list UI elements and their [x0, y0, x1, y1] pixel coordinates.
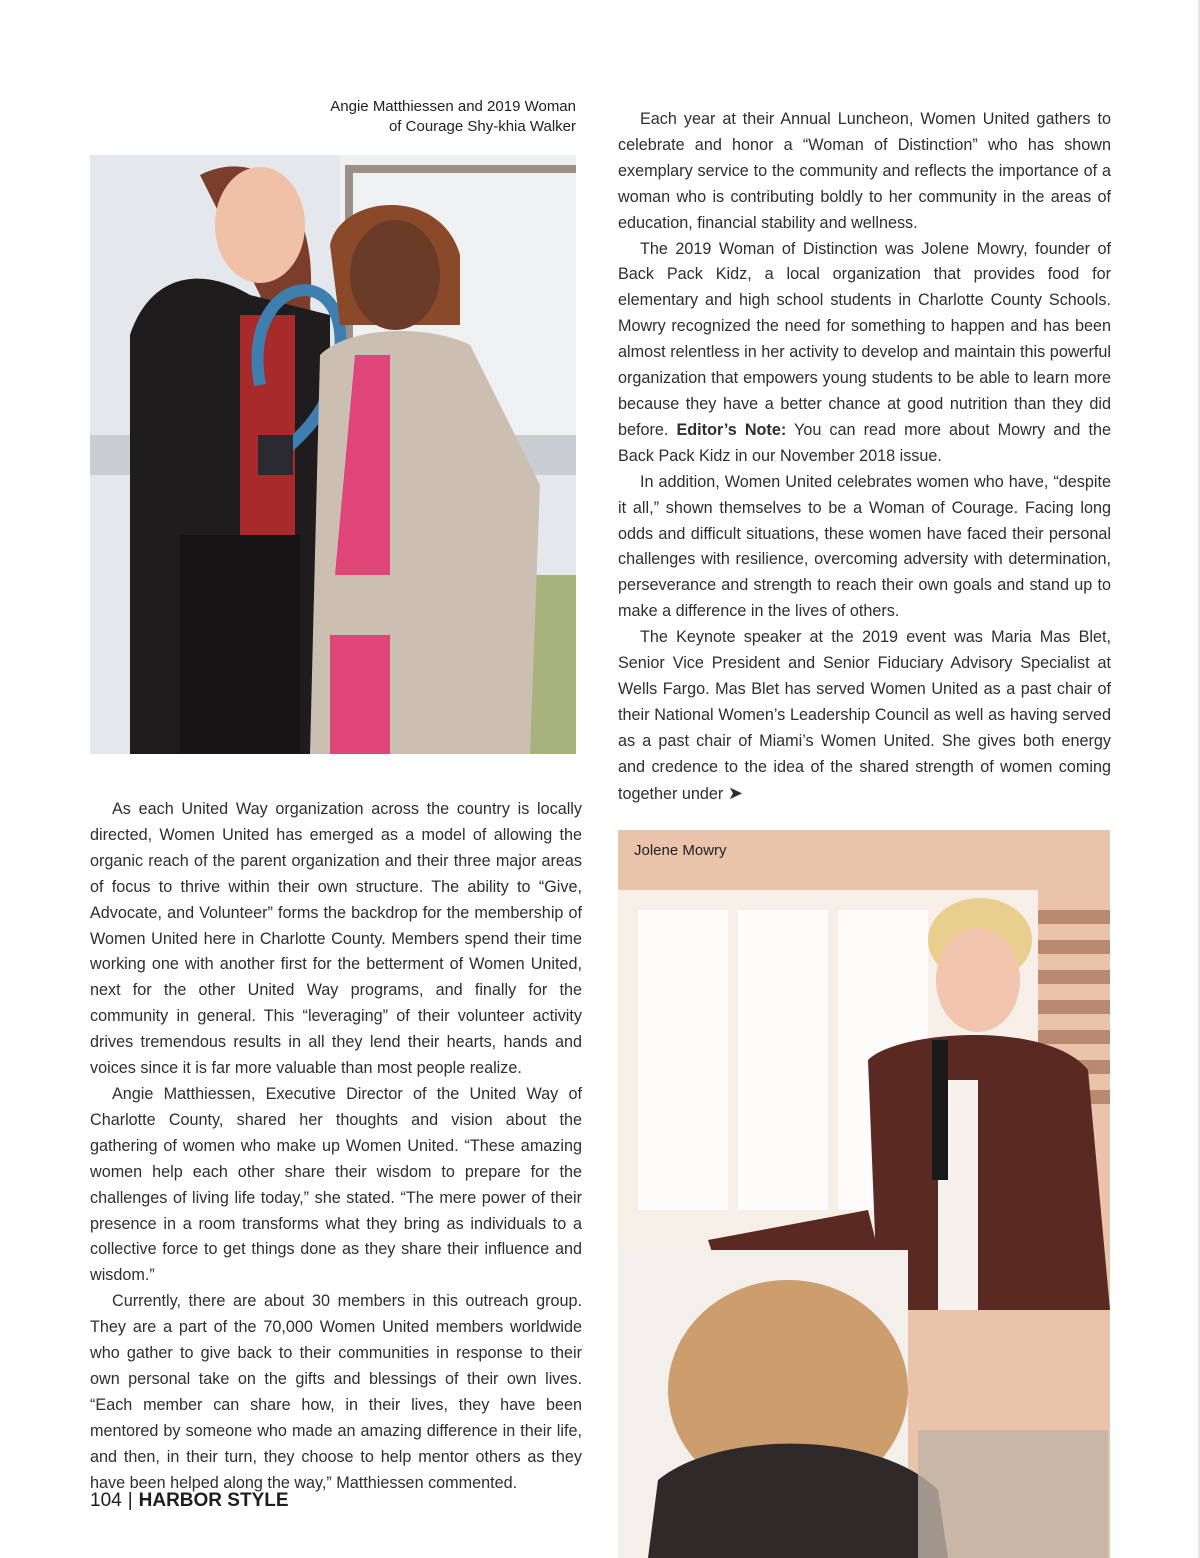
left-column-text	[90, 797, 582, 1496]
photo-angie-and-shykhia	[90, 155, 576, 754]
caption-line-1: Angie Matthiessen and 2019 Woman	[330, 98, 576, 115]
paragraph: In addition, Women United celebrates women who have, “despite it all,” shown themselves to be a Woman of Courage. Facing long odds and difficult situations, these women have faced their personal challenges with resilience, overcoming adversity with determination, perseverance and strength to reach their own goals and stand up to make a difference in the lives of others.	[618, 472, 1111, 621]
paragraph: Each year at their Annual Luncheon, Women United gathers to celebrate and honor a “Woman of Distinction” who has shown exemplary service to the community and reflects the importance of a woman who is contributing boldly to her community in the areas of education, financial stability and wellness.	[618, 110, 1111, 232]
photo-top-caption	[300, 97, 576, 137]
photo-jolene-mowry	[618, 830, 1110, 1558]
footer-separator: |	[127, 1490, 133, 1511]
page-number: 104	[90, 1490, 122, 1511]
page-footer	[90, 1490, 289, 1512]
caption-line-2: of Courage Shy-khia Walker	[388, 118, 576, 135]
magazine-name: HARBOR STYLE	[138, 1490, 289, 1511]
paragraph: As each United Way organization across the country is locally directed, Women United has emerged as a model of allowing the organic reach of the parent organization and their three major areas of focus to thrive within their own structure. The ability to “Give, Advocate, and Volunteer” forms the backdrop for the membership of Women United here in Charlotte County. Members spend their time working one with another first for the betterment of Women United, next for the other United Way programs, and finally for the community in general. This “leveraging” of their volunteer activity drives tremendous results in all they lend their hearts, hands and voices since it is far more valuable than most people realize.	[90, 800, 582, 1078]
paragraph: Angie Matthiessen, Executive Director of the United Way of Charlotte County, shared her thoughts and vision about the gathering of women who make up Women United. “These amazing women help each other share their wisdom to prepare for the challenges of living life today,” she stated. “The mere power of their presence in a room transforms what they bring as individuals to a collective force to get things done as they share their influence and wisdom.”	[90, 1084, 582, 1285]
paragraph	[618, 625, 1111, 807]
photo-bottom-caption: Jolene Mowry	[634, 842, 727, 859]
editors-note-label: Editor’s Note:	[676, 420, 787, 439]
photo-illustration-2	[618, 830, 1110, 1558]
paragraph-text: The 2019 Woman of Distinction was Jolene Mowry, founder of Back Pack Kidz, a local organization that provides food for elementary and high school students in Charlotte County Schools. Mowry recognized the need for something to happen and has been almost relentless in her activity to develop and maintain this powerful organization that empowers young students to be able to learn more because they have a better chance at good nutrition than they did before.	[618, 239, 1111, 439]
paragraph-text: The Keynote speaker at the 2019 event was Maria Mas Blet, Senior Vice President and Senior Fiduciary Advisory Specialist at Wells Fargo. Mas Blet has served Women United as a past chair of their National Women’s Leadership Council as well as having served as a past chair of Miami’s Women United. She gives both energy and credence to the idea of the shared strength of women coming together under	[618, 628, 1111, 803]
paragraph	[618, 237, 1111, 470]
photo-illustration	[90, 155, 576, 754]
paragraph: Currently, there are about 30 members in this outreach group. They are a part of the 70,000 Women United members worldwide who gather to give back to their communities in response to their own personal take on the gifts and blessings of their own lives. “Each member can share how, in their lives, they have been mentored by someone who made an amazing difference in their life, and then, in their turn, they choose to help mentor others as they have been helped along the way,” Matthiessen commented.	[90, 1292, 582, 1492]
continue-arrow-icon: ➤	[727, 782, 743, 803]
editors-note-text: You can read more about Mowry and the Back Pack Kidz in our November 2018 issue.	[618, 420, 1111, 465]
right-column-text	[618, 107, 1111, 807]
